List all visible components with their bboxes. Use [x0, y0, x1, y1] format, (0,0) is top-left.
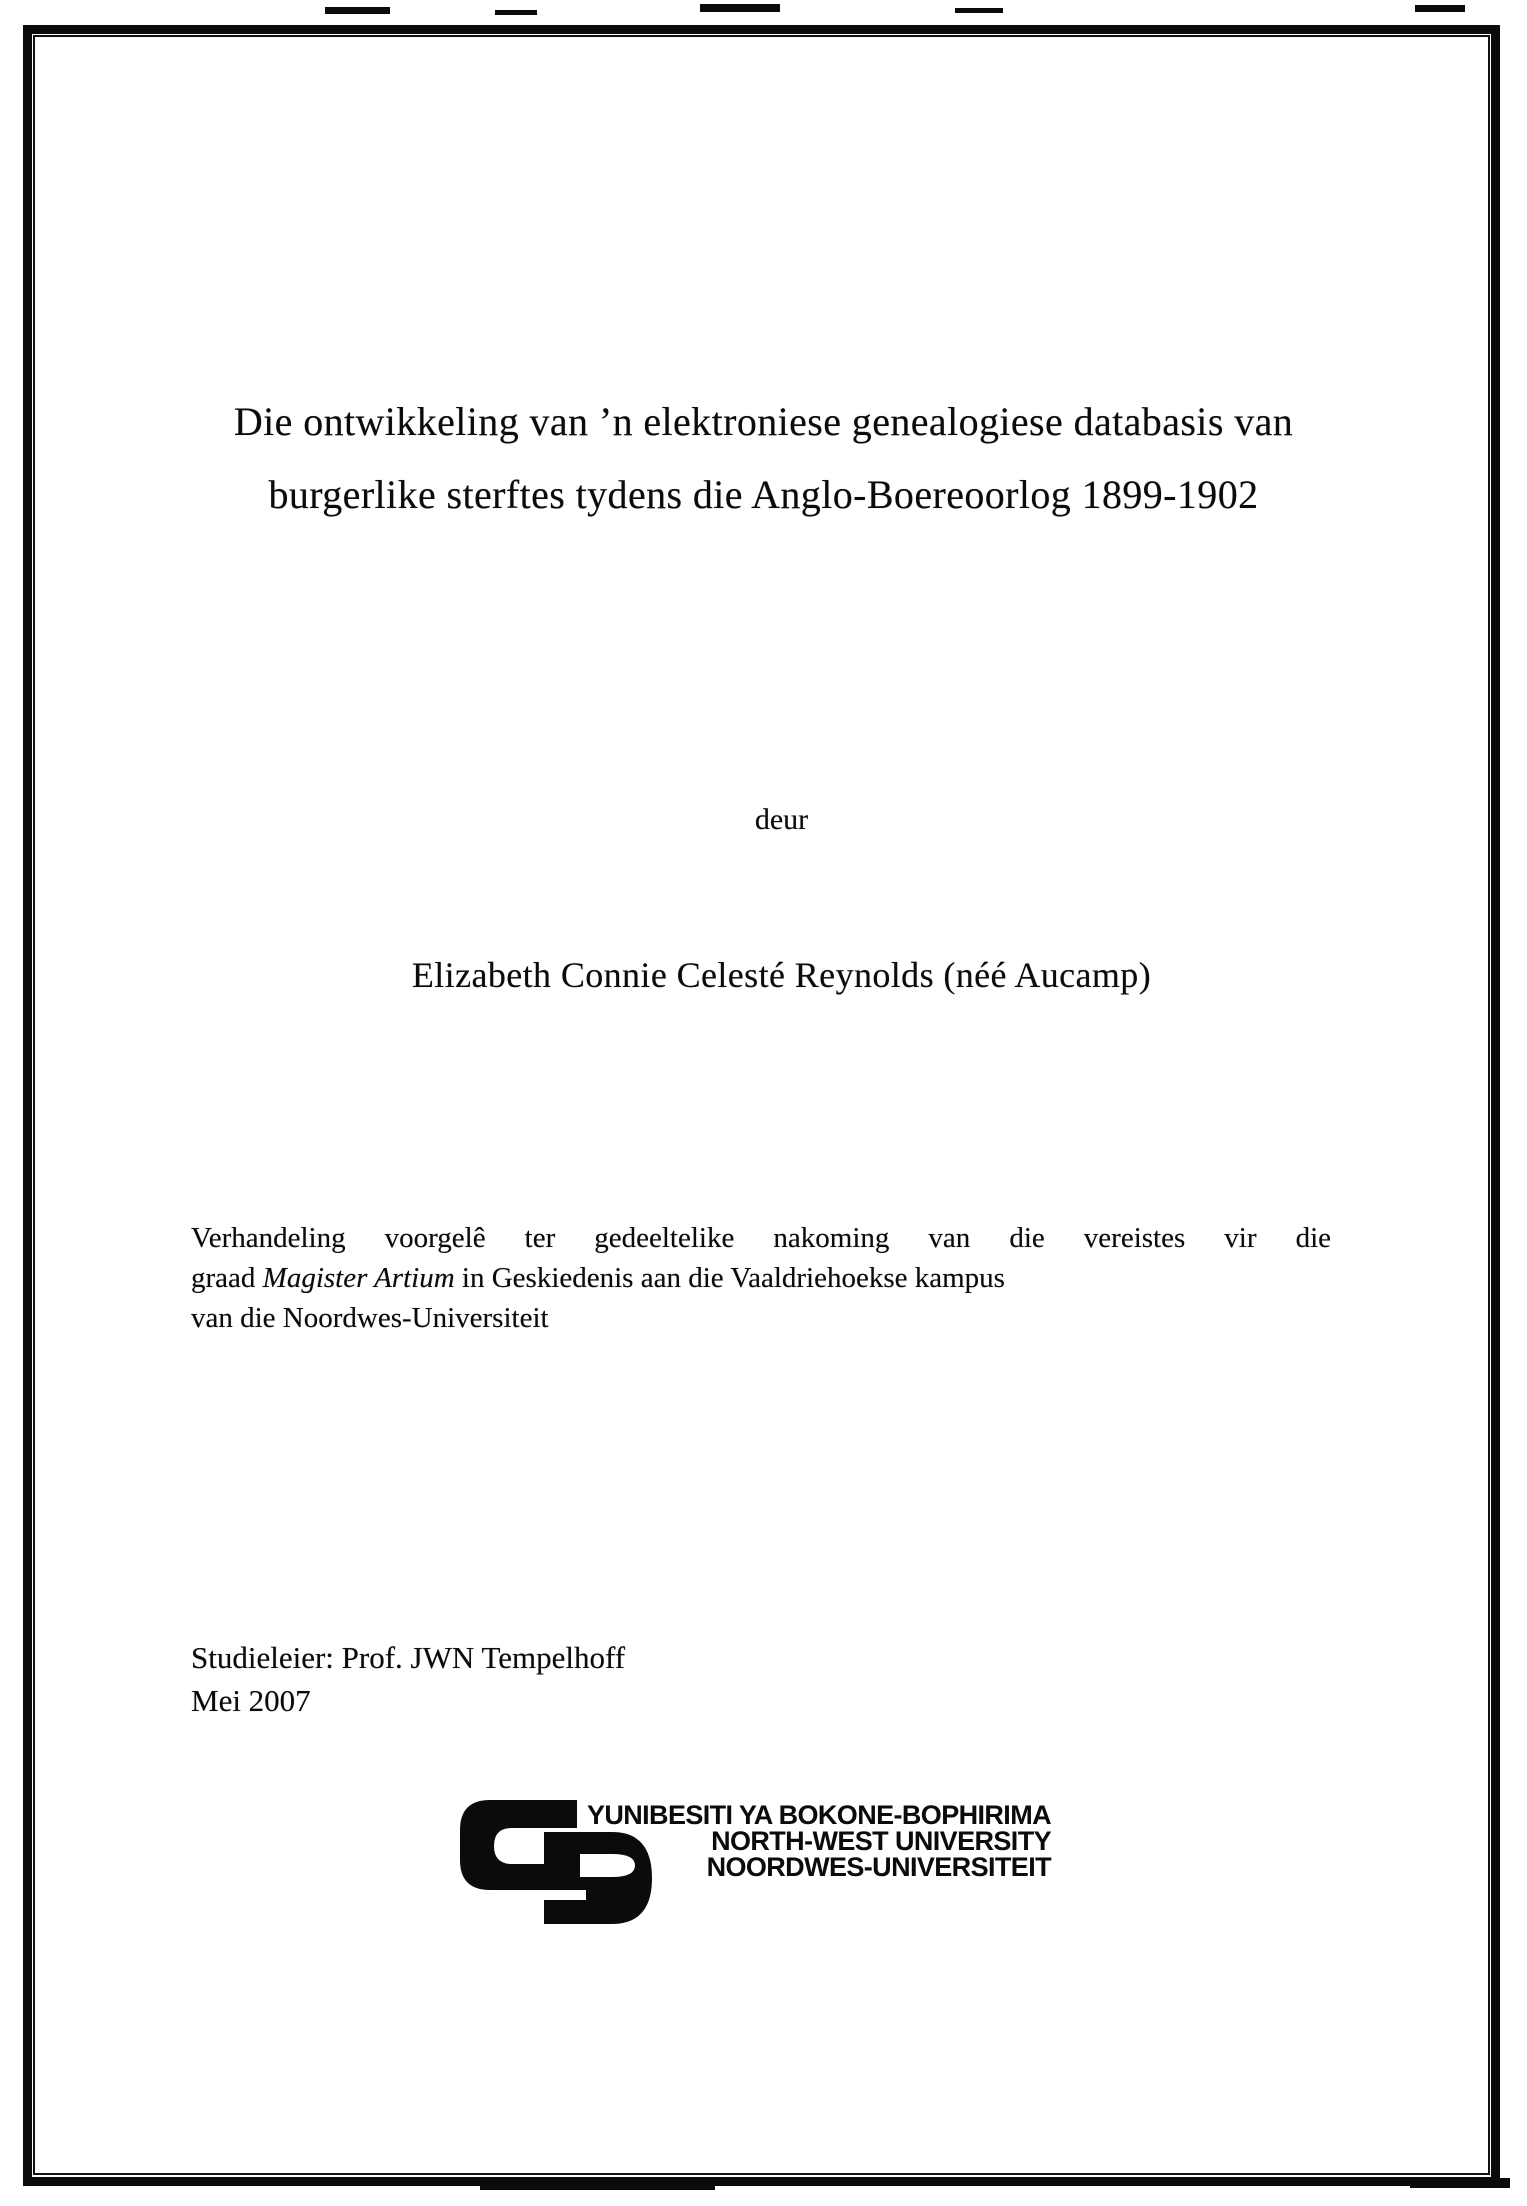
statement-line-2-prefix: graad [191, 1262, 263, 1294]
statement-line-3: van die Noordwes-Universiteit [191, 1302, 549, 1334]
logo-line-afrikaans: NOORDWES-UNIVERSITEIT [706, 1852, 1051, 1882]
degree-name: Magister Artium [262, 1262, 455, 1294]
scan-artifact [700, 4, 780, 12]
statement-line-2 [191, 1258, 1331, 1298]
scan-artifact [1415, 5, 1465, 12]
scan-artifact [495, 10, 537, 15]
scan-artifact [1410, 2178, 1510, 2188]
thesis-title-line-2: burgerlike sterftes tydens die Anglo-Boereoorlog 1899-1902 [268, 472, 1259, 517]
logo-line-setswana: YUNIBESITI YA BOKONE-BOPHIRIMA [586, 1800, 1051, 1830]
logo-line-english: NORTH-WEST UNIVERSITY [711, 1826, 1051, 1856]
date-line: Mei 2007 [191, 1683, 311, 1718]
scan-artifact [480, 2181, 715, 2190]
byline: deur [754, 803, 809, 836]
thesis-title-line-1: Die ontwikkeling van ’n elektroniese genealogiese databasis van [233, 399, 1294, 444]
scan-artifact [955, 8, 1003, 13]
statement-line-1: Verhandeling voorgelê ter gedeeltelike nakoming van die vereistes vir die [191, 1222, 1331, 1254]
scan-artifact [325, 7, 390, 14]
submission-statement [191, 1218, 1331, 1338]
supervisor-line: Studieleier: Prof. JWN Tempelhoff [191, 1640, 626, 1675]
author-name: Elizabeth Connie Celesté Reynolds (néé Aucamp) [411, 955, 1152, 995]
statement-line-2-suffix: in Geskiedenis aan die Vaaldriehoekse kampus [454, 1262, 1005, 1294]
thesis-title [96, 385, 1431, 531]
supervisor-block [191, 1636, 625, 1722]
university-logo-text [551, 1802, 1051, 1880]
